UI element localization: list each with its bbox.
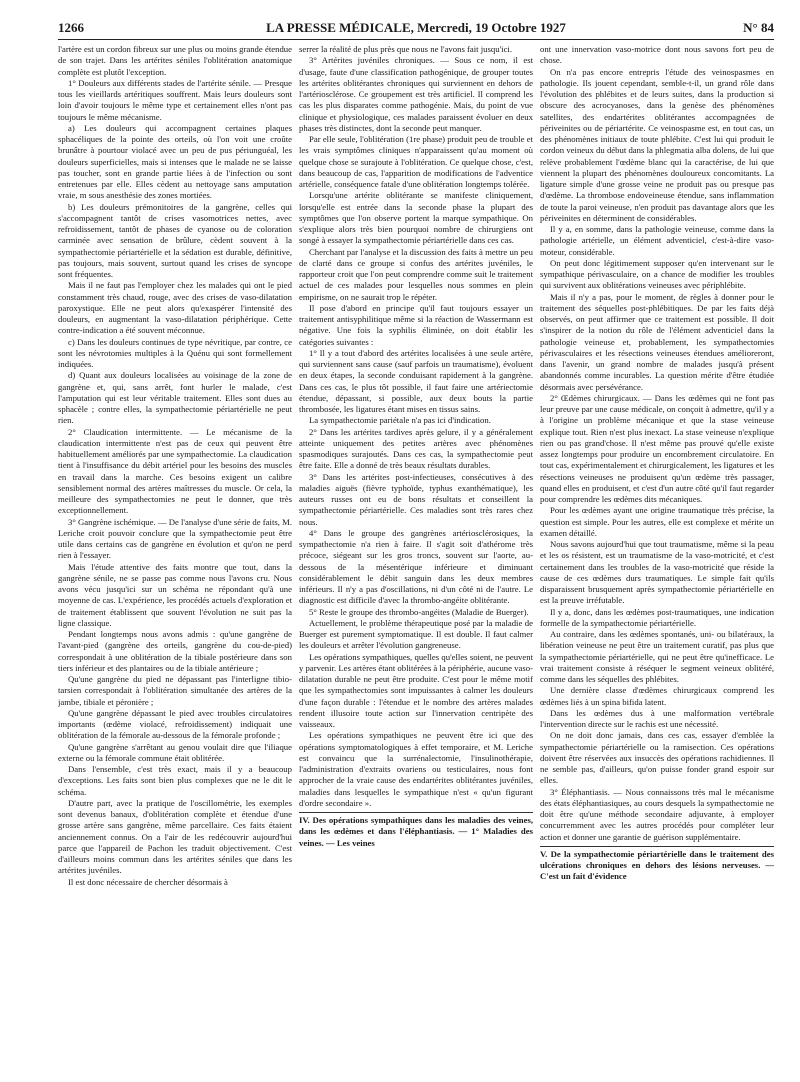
paragraph: Cherchant par l'analyse et la discussion des faits à mettre un peu de clarté dans ce groupe si confus des artérites juvéniles, le rapporteur croit que l'on peut comprendre comme suit le traitement actuel de ces malades pour lesquelles nous sommes en plein empirisme, on ne saurait trop le répéter. xyxy=(299,246,533,302)
paragraph: b) Les douleurs prémonitoires de la gangrène, celles qui s'accompagnent tantôt de crises vasomotrices nettes, avec refroidissement, tantôt de phases de cyanose ou de coloration carminée avec sensation de brûlure, cèdent souvent à la sympathectomie périartérielle et la sédation est durable, définitive, pas toujours, mais souvent, surtout quand les crises de syncope sont fréquentes. xyxy=(58,201,292,279)
paragraph: 1° Douleurs aux différents stades de l'artérite sénile. — Presque tous les vieillards artéritiques souffrent. Mais leurs douleurs sont loin d'avoir toujours le même type et certainement elles n'ont pas toujours le même mécanisme. xyxy=(58,77,292,122)
paragraph: Nous savons aujourd'hui que tout traumatisme, même si la peau et les os résistent, est un traumatisme de la vaso-motricité, et c'est certainement dans les troubles de la vaso-motricité que réside la cause de ces œdèmes durs traumatiques. Le simple fait qu'ils disparaissent brusquement après sympathectomie périartérielle en est la preuve irréfutable. xyxy=(540,539,774,606)
paragraph: Dans l'ensemble, c'est très exact, mais il y a beaucoup d'exceptions. Les faits sont bien plus complexes que ne le dit le schéma. xyxy=(58,764,292,797)
paragraph: d) Quant aux douleurs localisées au voisinage de la zone de gangrène et, qui, sans arrêt, font hurler le malade, c'est l'amputation qui est leur véritable traitement. Elles sont dues au sphacèle ; contre elles, la sympathectomie périartérielle ne peut rien. xyxy=(58,370,292,426)
paragraph: Il pose d'abord en principe qu'il faut toujours essayer un traitement antisyphilitique même si la réaction de Wassermann est négative. Une fois la syphilis éliminée, on doit établir les catégories suivantes : xyxy=(299,302,533,347)
paragraph: Pendant longtemps nous avons admis : qu'une gangrène de l'avant-pied (gangrène des orteils, gangrène du cou-de-pied) correspondait à une oblitération de la tibiale postérieure dans son tiers inférieur et des plantaires ou de la tibiale antérieure ; xyxy=(58,629,292,673)
paragraph: Actuellement, le problème thérapeutique posé par la maladie de Buerger est purement symptomatique. Il est double. Il faut calmer les douleurs et arrêter l'évolution gangreneuse. xyxy=(299,617,533,651)
column-3 xyxy=(540,44,774,1069)
paragraph: a) Les douleurs qui accompagnent certaines plaques sphacéliques de la pointe des orteils, où l'on voit une croûte brunâtre à pourtour violacé avec un peu de pus périunguéal, les douleurs superficielles, mais si intenses que le malade ne se laisse pas toucher, sont en grande partie liées à de l'infection ou sont entretenues par elle. Elles cèdent au nettoyage sans amputation vraie, m sous anesthésie des zones mortiées. xyxy=(58,122,292,201)
paragraph: l'artère est un cordon fibreux sur une plus ou moins grande étendue de son trajet. Dans les artérites séniles l'oblitération anatomique complète est plutôt l'exception. xyxy=(58,44,292,77)
paragraph: Lorsqu'une artérite oblitérante se manifeste cliniquement, lorsqu'elle est entrée dans la seconde phase la plupart des symptômes que l'on observe portent la marque sympathique. On s'explique alors très bien pourquoi nombre de chirurgiens ont songé à essayer la sympathectomie périartérielle dans ces cas. xyxy=(299,190,533,246)
paragraph: Qu'une gangrène du pied ne dépassant pas l'interligne tibio-tarsien correspondait à l'oblitération simultanée des artères de la jambe, tibiale et péronière ; xyxy=(58,674,292,707)
paragraph: Il y a, donc, dans les œdèmes post-traumatiques, une indication formelle de la sympathectomie périartérielle. xyxy=(540,606,774,628)
paragraph: Il y a, en somme, dans la pathologie veineuse, comme dans la pathologie artérielle, un élément adventiciel, c'est-à-dire vaso-moteur, considérable. xyxy=(540,224,774,257)
paragraph: Qu'une gangrène s'arrêtant au genou voulait dire que l'iliaque externe ou la fémorale commune était oblitérée. xyxy=(58,741,292,763)
paragraph: ont une innervation vaso-motrice dont nous savons fort peu de chose. xyxy=(540,44,774,66)
header-rule xyxy=(58,39,774,40)
paragraph: Qu'une gangrène dépassant le pied avec troubles circulatoires importants (œdème violacé, refroidissement) indiquait une oblitération de la fémorale au-dessous de la fémorale profonde ; xyxy=(58,707,292,741)
paragraph: serrer la réalité de plus près que nous ne l'avons fait jusqu'ici. xyxy=(299,44,513,54)
paragraph: Pour les œdèmes ayant une origine traumatique très précise, la question est simple. Pour les autres, elle est complexe et mérite un examen détaillé. xyxy=(540,505,774,538)
column-1 xyxy=(58,44,292,1069)
paragraph: On n'a pas encore entrepris l'étude des veinospasmes en pathologie. Ils jouent cependant, semble-t-il, un grand rôle dans l'évolution des phlébites et de leurs suites, dans la production si obscure des acrocyanoses, dans la genèse des phénomènes satellites, des endartérites oblitérantes accompagnées de périveinites ou de périartérite. Ce veinospasme est, en tout cas, un des phénomènes initiaux de toute phlébite. C'est lui qui produit le cordon veineux du début dans la phlegmatia alba dolens, de lui que relève probablement l'œdème blanc qui la caractérise, de lui que viennent la plupart des phénomènes douloureux concomitants. La ligature simple d'une grosse veine ne produit pas ou presque pas d'œdème. La thrombose endoveineuse étendue, sans inflammation de toute la paroi veineuse, n'en produit pas davantage alors que les périveinites en déterminent de considérables. xyxy=(540,66,774,223)
paragraph: Mais il n'y a pas, pour le moment, de règles à donner pour le traitement des séquelles post-phlébitiques. De par les faits déjà observés, on peut affirmer que ce traitement est possible. Il doit s'inspirer de la notion du rôle de l'élément adventiciel dans la pathologie veineuse et, probablement, les sympathectomies périvasculaires et les résections veineuses étendues amélioreront, dans l'avenir, un grand nombre de malades jusqu'à présent abandonnés comme incurables. La question mérite d'être étudiée désormais avec persévérance. xyxy=(540,291,774,392)
paragraph: Une dernière classe d'œdèmes chirurgicaux comprend les œdèmes liés à un spina bifida latent. xyxy=(540,685,774,707)
journal-title: LA PRESSE MÉDICALE, Mercredi, 19 Octobre 1927 xyxy=(266,20,566,35)
paragraph: Les opérations sympathiques, quelles qu'elles soient, ne peuvent y parvenir. Les artères étant oblitérées à la périphérie, aucune vaso-dilatation durable ne peut être produite. C'est pour le même motif que les sympathectomies sont impuissantes à calmer les douleurs d'une façon durable : l'étendue et le nombre des artères malades rendent illusoire toute action sur l'innervation centripète des vaisseaux. xyxy=(299,651,533,729)
paragraph: La sympathectomie pariétale n'a pas ici d'indication. xyxy=(309,415,491,426)
section-heading: IV. Des opérations sympathiques dans les maladies des veines, dans les œdèmes et dans l'éléphantiasis. — 1° Maladies des veines. — Les veines xyxy=(299,812,533,849)
paragraph: 2° Dans les artérites tardives après gelure, il y a généralement atteinte uniquement des petites artères avec phénomènes spasmodiques surajoutés. Dans ces cas, la sympathectomie peut être faite. Elle a donné de très beaux résultats durables. xyxy=(299,426,533,471)
paragraph: 3° Gangrène ischémique. — De l'analyse d'une série de faits, M. Leriche croit pouvoir conclure que la sympathectomie peut être utile dans certains cas de gangrène en évolution et qu'on ne perd rien à l'essayer. xyxy=(58,516,292,561)
paragraph: On ne doit donc jamais, dans ces cas, essayer d'emblée la sympathectomie périartérielle ou la ramisection. Ces opérations doivent être réservées aux insuccès des opérations rachidiennes. Il ne semble pas, d'ailleurs, qu'on puisse fonder grand espoir sur elles. xyxy=(540,730,774,786)
paragraph: 3° Éléphantiasis. — Nous connaissons très mal le mécanisme des états éléphantiasiques, au cours desquels la sympathectomie ne doit être qu'une méthode secondaire adjuvante, à employer concurremment avec les autres procédés pour compléter leur action et donner une garantie de guérison supplémentaire. xyxy=(540,786,774,842)
paragraph: Les opérations sympathiques ne peuvent être ici que des opérations symptomatologiques à effet temporaire, et M. Leriche est convaincu que la surrénalectomie, l'insulinothérapie, l'administration d'extraits ovariens ou testiculaires, nous font approcher de la vraie cause des endartérites oblitérantes juvéniles, maladies dans lesquelles le sympathique n'est « qu'un figurant d'ordre secondaire ». xyxy=(299,730,533,808)
paragraph: Par elle seule, l'oblitération (1re phase) produit peu de trouble et les vrais symptômes cliniques n'apparaissent qu'au moment où quelque chose se surajoute à l'oblitération. Ce quelque chose, c'est, dans beaucoup de cas, l'apparition de modifications de l'adventice artérielle, conséquence fatale d'une oblitération longtemps tolérée. xyxy=(299,134,533,189)
paragraph: On peut donc légitimement supposer qu'en intervenant sur le sympathique périvasculaire, on a chance de modifier les troubles qui survivent aux oblitérations veineuses avec périphlébite. xyxy=(540,257,774,291)
paragraph: 5° Reste le groupe des thrombo-angéites (Maladie de Buerger). xyxy=(309,606,529,617)
paragraph: 2° Œdèmes chirurgicaux. — Dans les œdèmes qui ne font pas leur preuve par une cause médicale, on conçoit à admettre, qu'il y a à l'origine un problème mécanique et que la stase veineuse explique tout. Rien n'est plus inexact. La stase veineuse n'explique rien ou pas grand'chose. Il n'est même pas prouvé qu'elle existe assez longtemps pour produire un encombrement circulatoire. En tout cas, expérimentalement et chirurgicalement, les ligatures et les résections veineuses ne produisent qu'un œdème très passager, quand elles en produisent, et c'est d'un autre côté qu'il faut regarder pour comprendre les œdèmes dits mécaniques. xyxy=(540,392,774,504)
paragraph: 4° Dans le groupe des gangrènes artériosclérosiques, la sympathectomie n'a rien à faire. Il s'agit soit d'athérome très précoce, siégeant sur les gros troncs, souvent sur l'aorte, au-dessous de la mésentérique inférieure et diminuant considérablement le débit sanguin dans les deux membres inférieurs. Il n'y a pas d'oscillations, ni d'un côté ni de l'autre. Le diagnostic est difficile d'avec la thrombo-angéite oblitérante. xyxy=(299,527,533,606)
page-number: 1266 xyxy=(58,20,84,35)
paragraph: Au contraire, dans les œdèmes spontanés, uni- ou bilatéraux, la libération veineuse ne peut être un traitement curatif, pas plus que la sympathectomie périartérielle, qui ne peut être qu'inefficace. Le vrai traitement consiste à réséquer le segment veineux oblitéré, comme dans les séquelles des phlébites. xyxy=(540,629,774,684)
paragraph: Mais il ne faut pas l'employer chez les malades qui ont le pied constamment très chaud, rouge, avec des crises de vaso-dilatation paroxystique. Elle ne peut alors qu'exaspérer l'intensité des douleurs, en augmentant la vaso-dilatation périphérique. Cette contre-indication a été souvent méconnue. xyxy=(58,280,292,336)
running-header xyxy=(58,20,774,40)
section-heading: V. De la sympathectomie périartérielle dans le traitement des ulcérations chroniques en dehors des lésions nerveuses. — C'est un fait d'évidence xyxy=(540,846,774,883)
paragraph: c) Dans les douleurs continues de type névritique, par contre, ce sont les névrotomies multiples à la Quénu qui sont formellement indiquées. xyxy=(58,336,292,369)
issue-number: N° 84 xyxy=(743,20,774,35)
paragraph: D'autre part, avec la pratique de l'oscillométrie, les exemples sont devenus banaux, d'oblitération complète et étendue d'une grosse artère sans gangrène, même parcellaire. Ces faits étaient anciennement connus. On a l'air de les redécouvrir aujourd'hui parce que l'appareil de Pachon les traduit objectivement. C'est d'ailleurs moins commun dans les artérites séniles que dans les artérites juvéniles. xyxy=(58,797,292,876)
column-2 xyxy=(299,44,533,1069)
paragraph: Mais l'étude attentive des faits montre que tout, dans la gangrène sénile, ne se passe pas comme nous l'avons cru. Nous avons vécu jusqu'ici sur un schéma ne répondant qu'à une moyenne de cas. L'expérience, les procédés actuels d'exploration et de traitement établissent que souvent l'évolution ne suit pas la ligne classique. xyxy=(58,561,292,628)
paragraph: 3° Artérites juvéniles chroniques. — Sous ce nom, il est d'usage, faute d'une classification pathogénique, de grouper toutes les artérites oblitérantes chroniques qui surviennent en dehors de l'artériosclérose. Ce groupement est très artificiel. Il comprend les cas les plus disparates comme pathogénie. Mais, du point de vue clinique et physiologique, ces malades paraissent évoluer en deux phases très distinctes, dont la seconde peut manquer. xyxy=(299,55,533,133)
paragraph: 2° Claudication intermittente. — Le mécanisme de la claudication intermittente n'est pas de ceux qui peuvent être habituellement améliorés par une sympathectomie. La claudication tient à l'insuffisance du débit artériel pour les besoins des muscles en travail dans la marche. Ces besoins exigent un calibre sensiblement normal des artères maîtresses du muscle. Or cela, la meilleure des sympathectomies ne peut le donner, que très exceptionnellement. xyxy=(58,426,292,516)
paragraph: Il est donc nécessaire de chercher désormais à xyxy=(68,876,228,887)
paragraph: 3° Dans les artérites post-infectieuses, consécutives à des maladies aiguës (fièvre typhoïde, typhus exanthématique), les auteurs russes ont eu de bons résultats et conseillent la sympathectomie périartérielle. Ces maladies sont très rares chez nous. xyxy=(299,471,533,527)
paragraph: Dans les œdèmes dus à une malformation vertébrale l'intervention directe sur le rachis est une nécessité. xyxy=(540,707,774,729)
paragraph: 1° Il y a tout d'abord des artérites localisées à une seule artère, qui surviennent sans cause (sauf parfois un traumatisme), évoluent en deux étapes, la seconde conduisant rapidement à la gangrène. Dans ces cas, le plus tôt possible, il faut faire une artériectomie étendue, dépassant, si possible, aux deux bouts la partie thrombosée, les ligatures étant mises en tissus sains. xyxy=(299,347,533,414)
